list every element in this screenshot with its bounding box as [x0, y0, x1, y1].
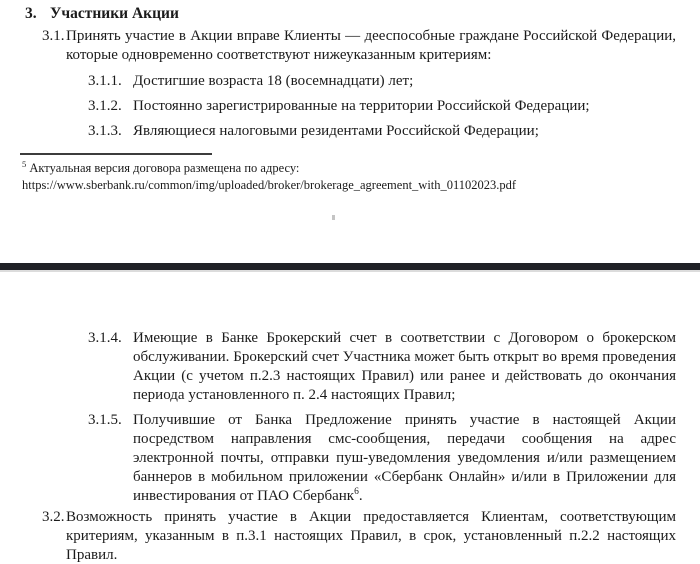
paragraph-number: 3.1.1. — [88, 73, 122, 89]
paragraph-3-1 — [42, 27, 676, 65]
footnote-marker: 5 — [22, 158, 27, 169]
paragraph-3-1-1 — [88, 72, 676, 91]
paragraph-3-1-2 — [88, 97, 676, 116]
paragraph-text: Достигшие возраста 18 (восемнадцати) лет; — [133, 73, 414, 89]
paragraph-3-1-5 — [88, 411, 676, 506]
section-heading-number: 3. — [25, 5, 37, 22]
page-number-artifact — [332, 215, 335, 220]
paragraph-number: 3.2. — [42, 509, 65, 525]
paragraph-number: 3.1.3. — [88, 123, 122, 139]
footnote-text: Актуальная версия договора размещена по адресу: — [29, 161, 300, 175]
footnote-url: https://www.sberbank.ru/common/img/uploaded/broker/brokerage_agreement_with_01102023.pdf — [22, 178, 517, 192]
paragraph-tail: . — [358, 488, 363, 504]
paragraph-number: 3.1. — [42, 28, 65, 44]
paragraph-text: Являющиеся налоговыми резидентами Российской Федерации; — [133, 123, 539, 139]
section-heading — [25, 4, 670, 23]
footnote-separator-rule — [20, 153, 212, 155]
paragraph-3-1-4 — [88, 329, 676, 405]
paragraph-text: Имеющие в Банке Брокерский счет в соответствии с Договором о брокерском обслуживании. Брокерский счет Участника может быть открыт во время проведения Акции (с учетом п.2.3 настоящих Правил) или ранее и действовать до окончания периода установленного п. 2.4 настоящих Правил; — [133, 330, 676, 403]
footnote-reference-6: 6 — [354, 487, 359, 497]
paragraph-number: 3.1.2. — [88, 98, 122, 114]
paragraph-text: Принять участие в Акции вправе Клиенты — дееспособные граждане Российской Федерации, которые одновременно соответствуют нижеуказанным критериям: — [66, 28, 676, 63]
footnote — [22, 160, 677, 194]
paragraph-3-1-3 — [88, 122, 676, 141]
paragraph-text: Получившие от Банка Предложение принять участие в настоящей Акции посредством направления смс-сообщения, передачи сообщения на адрес электронной почты, отправки пуш-уведомления уведомления и/или размещением баннеров в мобильном приложении «Сбербанк Онлайн» и/или в Приложении для инвестирования от ПАО Сбербанк — [133, 412, 676, 504]
paragraph-number: 3.1.4. — [88, 330, 122, 346]
paragraph-3-2 — [42, 508, 676, 564]
paragraph-text: Возможность принять участие в Акции предоставляется Клиентам, соответствующим критериям, указанным в п.3.1 настоящих Правил, в срок, установленный п.2.2 настоящих Правил. — [66, 509, 676, 563]
page-break-separator — [0, 263, 700, 270]
paragraph-number: 3.1.5. — [88, 412, 122, 428]
footnote-text-line — [22, 160, 677, 177]
paragraph-text: Постоянно зарегистрированные на территории Российской Федерации; — [133, 98, 590, 114]
page-break-separator-shadow — [0, 270, 700, 272]
section-heading-title: Участники Акции — [50, 5, 179, 22]
